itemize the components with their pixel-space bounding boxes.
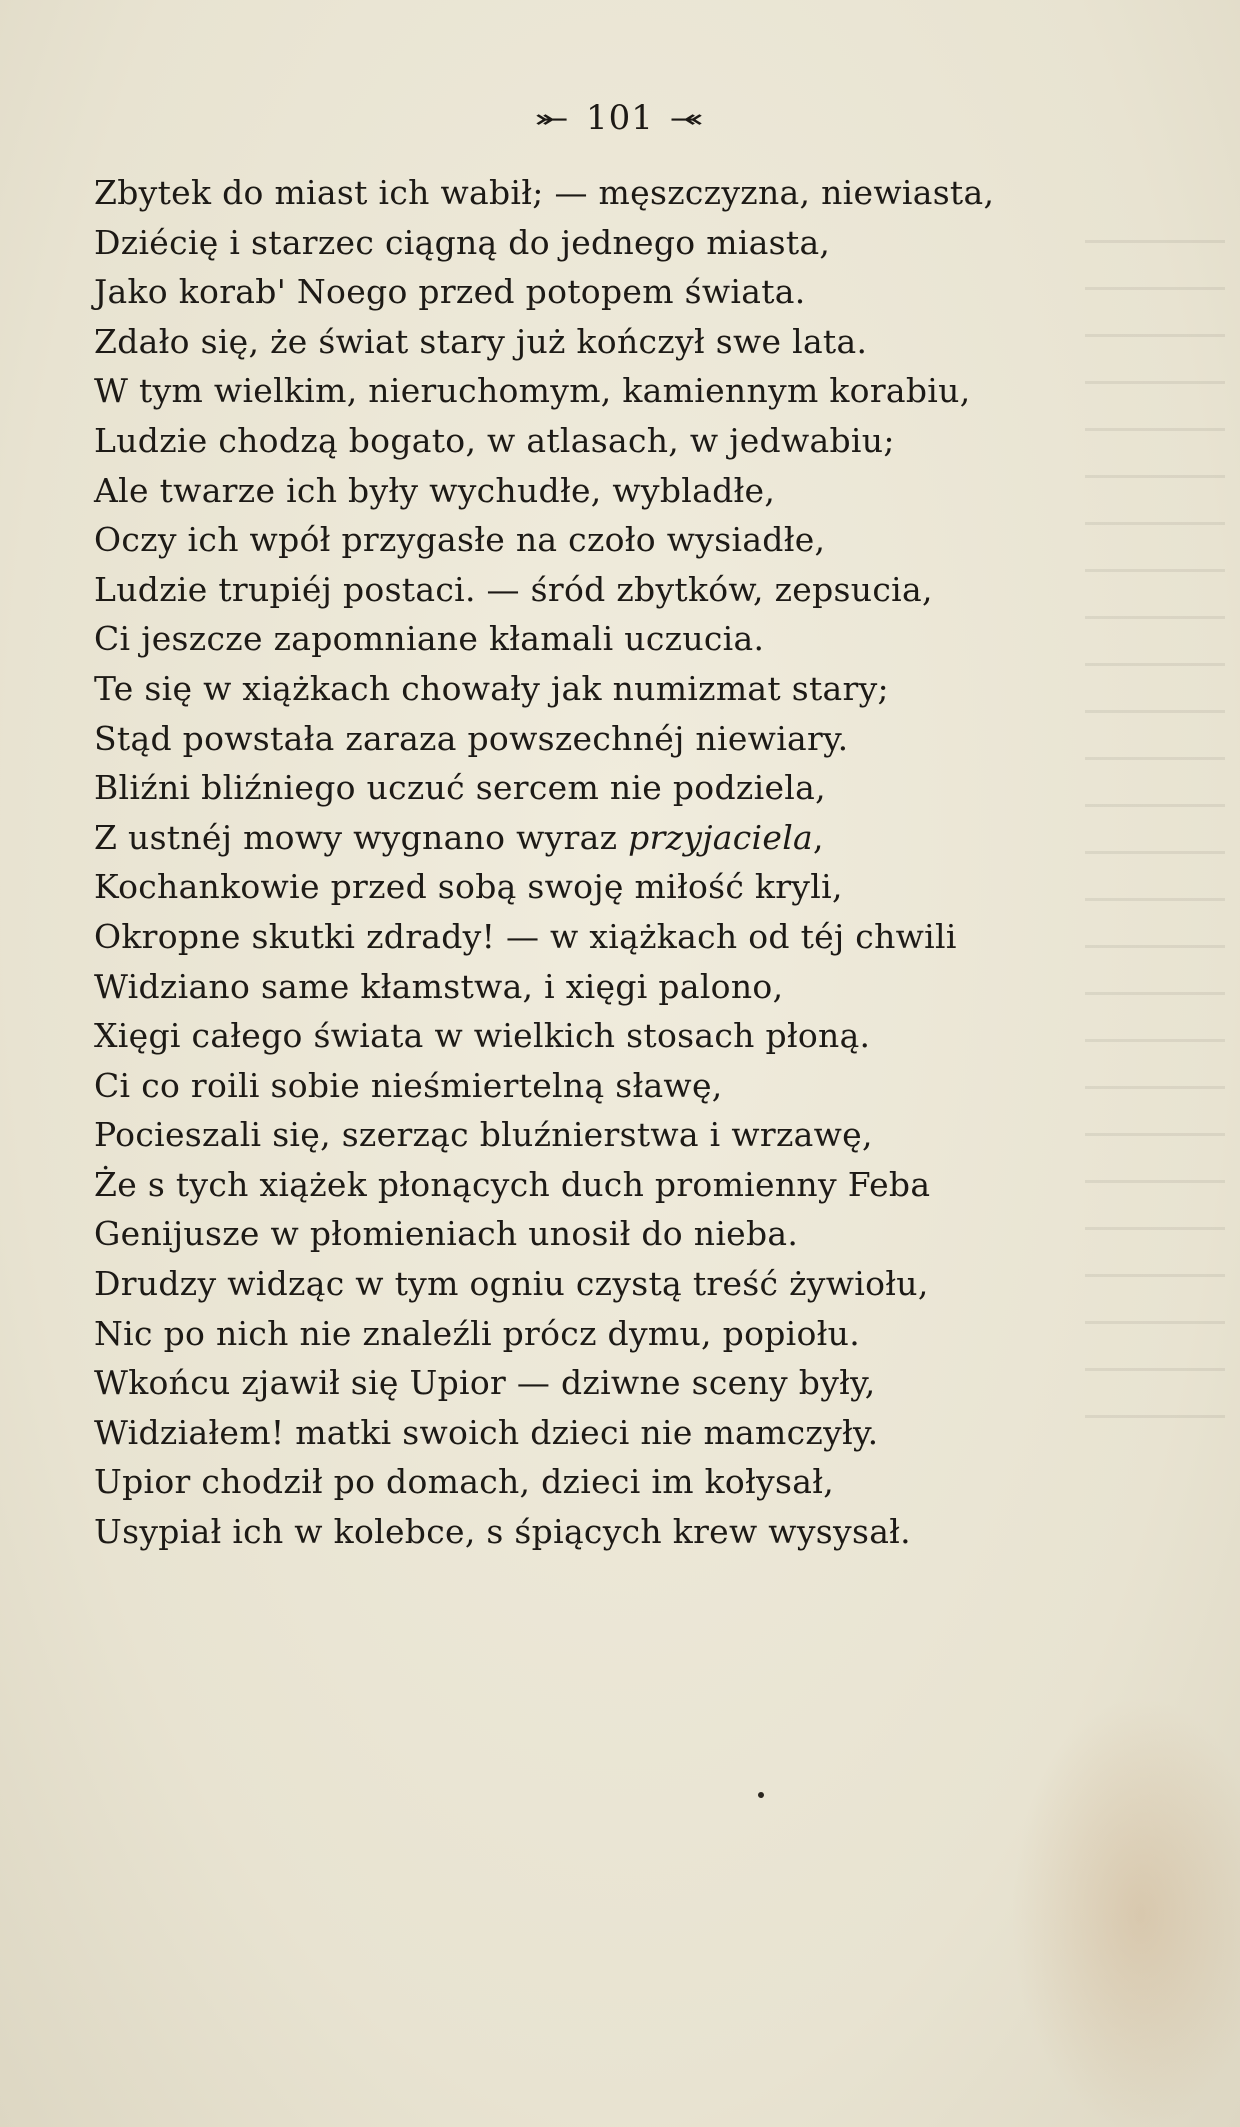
poem-line: Genijusze w płomieniach unosił do nieba. xyxy=(94,1214,799,1254)
poem-line: Widziano same kłamstwa, i xięgi palono, xyxy=(94,966,784,1006)
italic-word: przyjaciela xyxy=(628,817,814,857)
poem-line: Usypiał ich w kolebce, s śpiących krew wysysał. xyxy=(94,1512,911,1552)
italic-suffix: , xyxy=(813,817,824,857)
poem-line: Jako korab' Noego przed potopem świata. xyxy=(94,272,806,312)
poem-line: Ludzie trupiéj postaci. — śród zbytków, zepsucia, xyxy=(94,569,933,609)
poem-line: Xięgi całego świata w wielkich stosach płoną. xyxy=(94,1016,871,1056)
poem-line: W tym wielkim, nieruchomym, kamiennym korabiu, xyxy=(94,371,971,411)
poem-line: Ci co roili sobie nieśmiertelną sławę, xyxy=(94,1065,723,1105)
poem-line: Bliźni bliźniego uczuć sercem nie podziela, xyxy=(94,768,826,808)
poem-line-with-italic xyxy=(94,813,1094,863)
poem-line: Stąd powstała zaraza powszechnéj niewiary. xyxy=(94,718,849,758)
poem-line: Oczy ich wpół przygasłe na czoło wysiadłe, xyxy=(94,520,826,560)
poem-line: Ludzie chodzą bogato, w atlasach, w jedwabiu; xyxy=(94,420,895,460)
poem-line: Zdało się, że świat stary już kończył swe lata. xyxy=(94,321,868,361)
poem-line: Widziałem! matki swoich dzieci nie mamczyły. xyxy=(94,1412,879,1452)
show-through-text xyxy=(1085,240,1225,1440)
poem-line: Dziécię i starzec ciągną do jednego miasta, xyxy=(94,222,831,262)
poem-line: Wkońcu zjawił się Upior — dziwne sceny były, xyxy=(94,1363,876,1403)
poem-line: Że s tych xiążek płonących duch promienny Feba xyxy=(94,1164,931,1204)
poem-line: Te się w xiążkach chowały jak numizmat stary; xyxy=(94,668,889,708)
page-number: 101 xyxy=(586,98,654,138)
poem-text xyxy=(94,168,1094,1557)
poem-line: Zbytek do miast ich wabił; — męszczyzna, niewiasta, xyxy=(94,173,995,212)
stray-ink-dot xyxy=(758,1792,764,1798)
poem-line: Okropne skutki zdrady! — w xiążkach od téj chwili xyxy=(94,916,957,956)
poem-line-start: Z ustnéj mowy wygnano wyraz xyxy=(94,817,629,857)
poem-line: Pocieszali się, szerząc bluźnierstwa i wrzawę, xyxy=(94,1115,873,1155)
poem-line: Ale twarze ich były wychudłe, wybladłe, xyxy=(94,470,776,510)
poem-line: Drudzy widząc w tym ogniu czystą treść żywiołu, xyxy=(94,1264,929,1304)
poem-line: Ci jeszcze zapomniane kłamali uczucia. xyxy=(94,619,765,659)
poem-line: Upior chodził po domach, dzieci im kołysał, xyxy=(94,1462,834,1502)
left-ornament-icon: ⤜ xyxy=(534,105,571,135)
poem-line: Nic po nich nie znaleźli prócz dymu, popiołu. xyxy=(94,1313,861,1353)
poem-line: Kochankowie przed sobą swoję miłość kryli, xyxy=(94,867,843,907)
page-header xyxy=(0,98,1240,138)
right-ornament-icon: ⤛ xyxy=(669,105,706,135)
